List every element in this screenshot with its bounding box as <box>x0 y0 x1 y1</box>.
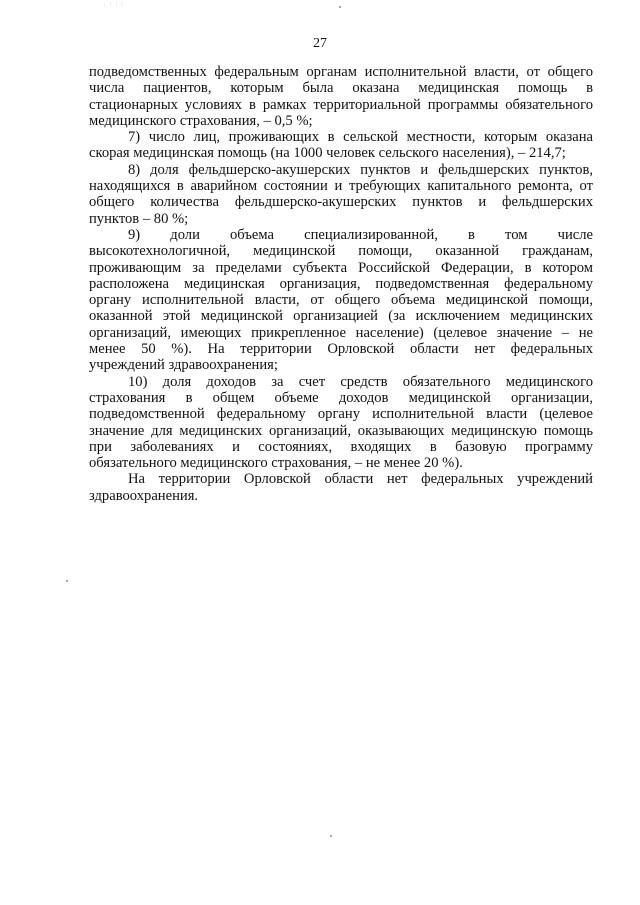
text-line: расположена медицинская организация, подведомственная федеральному <box>89 275 593 292</box>
scan-speck <box>330 835 332 837</box>
paragraph-item-7 <box>89 129 593 162</box>
text-line: организаций, имеющих прикрепленное население) (целевое значение – не <box>89 324 593 341</box>
text-line: подведомственной федеральному органу исполнительной власти (целевое <box>89 406 593 423</box>
paragraph-item-10 <box>89 374 593 472</box>
text-line: здравоохранения. <box>89 487 199 504</box>
text-line: общего количества фельдшерско-акушерских пунктов и фельдшерских <box>89 194 593 211</box>
text-line: 10) доля доходов за счет средств обязательного медицинского <box>128 373 593 390</box>
text-line: медицинского страхования, – 0,5 %; <box>89 112 313 129</box>
text-line: стационарных условиях в рамках территориальной программы обязательного <box>89 96 593 113</box>
text-line: На территории Орловской области нет федеральных учреждений <box>128 471 593 488</box>
text-line: находящихся в аварийном состоянии и требующих капитального ремонта, от <box>89 178 593 195</box>
scan-artifact-mark: ᵎ ᶠ ˡ ᶦ <box>104 2 124 10</box>
text-line: 7) число лиц, проживающих в сельской местности, которым оказана <box>128 129 593 146</box>
text-line: обязательного медицинского страхования, – не менее 20 %). <box>89 455 463 472</box>
document-body <box>89 64 593 504</box>
text-line: высокотехнологичной, медицинской помощи, оказанной гражданам, <box>89 243 593 260</box>
paragraph-closing <box>89 471 593 504</box>
text-line: подведомственных федеральным органам исполнительной власти, от общего <box>89 64 593 80</box>
text-line: проживающим за пределами субъекта Российской Федерации, в котором <box>89 259 593 276</box>
text-line: 9) доли объема специализированной, в том числе <box>128 226 593 243</box>
scan-speck <box>66 580 68 582</box>
text-line: учреждений здравоохранения; <box>89 357 278 374</box>
text-line: числа пациентов, которым была оказана медицинская помощь в <box>89 80 593 97</box>
paragraph-item-9 <box>89 227 593 374</box>
text-line: оказанной этой медицинской организацией (за исключением медицинских <box>89 308 593 325</box>
scan-speck <box>339 6 341 8</box>
paragraph-item-8 <box>89 162 593 227</box>
paragraph-continuation <box>89 64 593 129</box>
text-line: значение для медицинских организаций, оказывающих медицинскую помощь <box>89 422 593 439</box>
text-line: органу исполнительной власти, от общего объема медицинской помощи, <box>89 292 593 309</box>
text-line: пунктов – 80 %; <box>89 210 189 227</box>
text-line: 8) доля фельдшерско-акушерских пунктов и фельдшерских пунктов, <box>128 161 593 178</box>
page-number: 27 <box>313 36 327 51</box>
text-line: при заболеваниях и состояниях, входящих в базовую программу <box>89 438 593 455</box>
text-line: страхования в общем объеме доходов медицинской организации, <box>89 389 593 406</box>
text-line: менее 50 %). На территории Орловской области нет федеральных <box>89 341 593 358</box>
text-line: скорая медицинская помощь (на 1000 человек сельского населения), – 214,7; <box>89 145 566 162</box>
